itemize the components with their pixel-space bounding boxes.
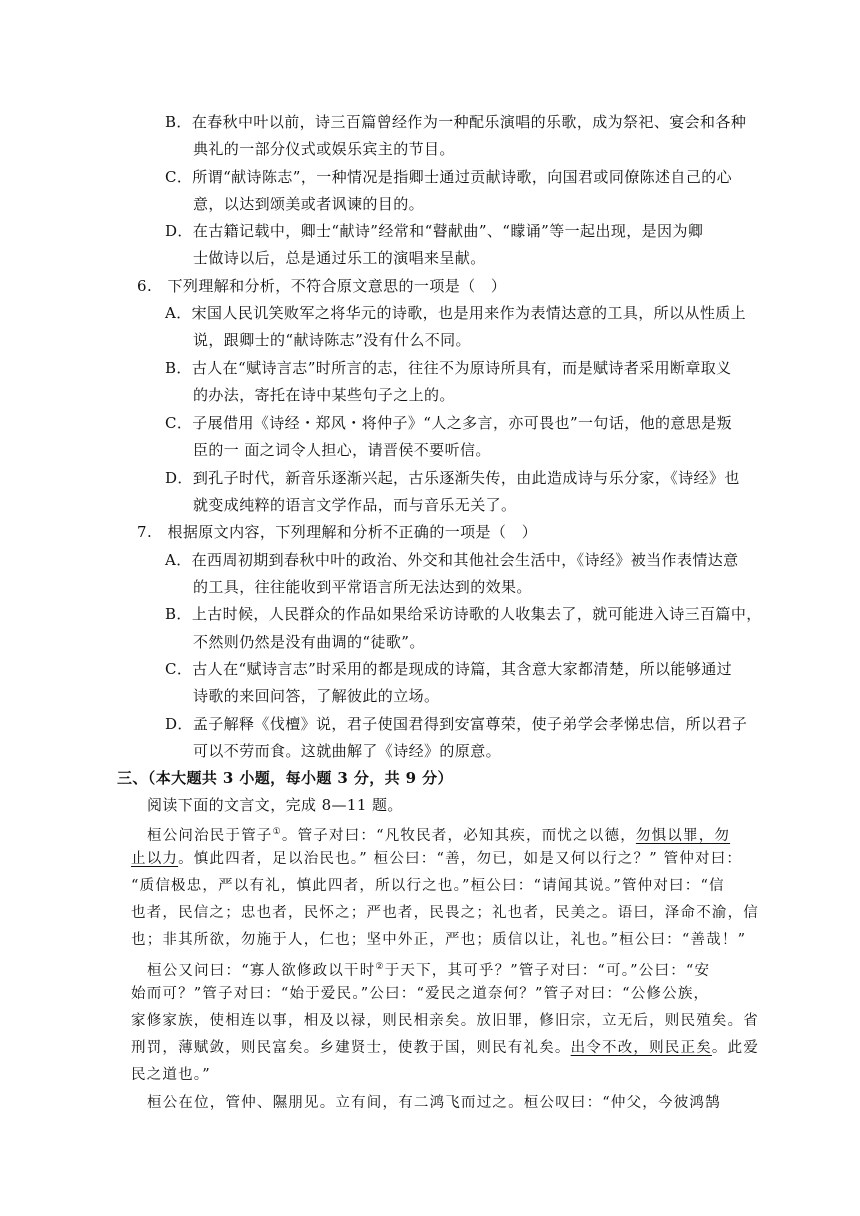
q6-option-a-line2: 说，跟卿士的“献诗陈志”没有什么不同。 (193, 331, 471, 349)
passage-p2-line5: 民之道也。” (131, 1067, 211, 1083)
q6-option-c-line2: 臣的一 面之词令人担心，请晋侯不要听信。 (193, 441, 491, 459)
passage-p2-line1: 桓公又问曰：“寡人欲修政以干时②于天下，其可乎？”管子对曰：“可。”公曰：“安 (147, 962, 711, 979)
q5-option-c-line2: 意，以达到颂美或者讽谏的目的。 (193, 195, 425, 213)
q6-option-d-line1: D．到孔子时代，新音乐逐渐兴起，古乐逐渐失传，由此造成诗与乐分家，《诗经》也 (165, 469, 740, 487)
q5-option-b-line1: B．在春秋中叶以前，诗三百篇曾经作为一种配乐演唱的乐歌，成为祭祀、宴会和各种 (165, 113, 747, 131)
q5-option-c-line1: C．所谓“献诗陈志”，一种情况是指卿士通过贡献诗歌，向国君或同僚陈述自己的心 (165, 168, 733, 186)
q5-option-d-line2: 士做诗以后，总是通过乐工的演唱来呈献。 (193, 249, 486, 267)
passage-p3-line1: 桓公在位，管仲、隰朋见。立有间，有二鸿飞而过之。桓公叹曰：“仲父，今彼鸿鹄 (147, 1095, 721, 1111)
section-instruction: 阅读下面的文言文，完成 8—11 题。 (147, 796, 403, 814)
q7-option-a-line2: 的工具，往往能收到平常语言所无法达到的效果。 (193, 578, 532, 596)
passage-p1-line1: 桓公问治民于管子①。管子对曰：“凡牧民者，必知其疾，而忧之以德，勿惧以罪，勿 (147, 827, 731, 844)
q5-option-d-line1: D．在古籍记载中，卿士“献诗”经常和“瞽献曲”、“矇诵”等一起出现，是因为卿 (165, 222, 704, 240)
q7-option-b-line2: 不然则仍然是没有曲调的“徒歌”。 (193, 633, 425, 651)
q7-option-c-line1: C．古人在“赋诗言志”时采用的都是现成的诗篇，其含意大家都清楚，所以能够通过 (165, 660, 733, 678)
q6-option-c-line1: C．子展借用《诗经・郑风・将仲子》“人之多言，亦可畏也”一句话，他的意思是叛 (165, 414, 733, 432)
q7-option-b-line1: B．上古时候，人民群众的作品如果给采访诗歌的人收集去了，就可能进入诗三百篇中， (165, 605, 762, 623)
q7-option-d-line2: 可以不劳而食。这就曲解了《诗经》的原意。 (193, 742, 502, 760)
q7-option-a-line1: A．在西周初期到春秋中叶的政治、外交和其他社会生活中，《诗经》被当作表情达意 (165, 551, 739, 569)
passage-p2-line3: 家修家族，使相连以事，相及以禄，则民相亲矣。放旧罪，修旧宗，立无后，则民殖矣。省 (131, 1013, 759, 1029)
q6-option-b-line2: 的办法，寄托在诗中某些句子之上的。 (193, 386, 455, 404)
passage-p2-line2: 始而可？”管子对曰：“始于爱民。”公曰：“爱民之道奈何？”管子对曰：“公修公族， (131, 986, 710, 1002)
section-heading: 三、（本大题共 3 小题，每小题 3 分，共 9 分） (117, 769, 453, 787)
q7-option-c-line2: 诗歌的来回问答，了解彼此的立场。 (193, 687, 440, 705)
q5-option-b-line2: 典礼的一部分仪式或娱乐宾主的节目。 (193, 140, 455, 158)
q7-stem: 7. 根据原文内容，下列理解和分析不正确的一项是（ ） (137, 523, 538, 541)
passage-p2-line4: 刑罚，薄赋敛，则民富矣。乡建贤士，使教于国，则民有礼矣。出令不改，则民正矣。此爱 (131, 1040, 760, 1056)
passage-p1-line3: “质信极忠，严以有礼，慎此四者，所以行之也。”桓公曰：“请闻其说。”管仲对曰：“信 (131, 878, 725, 894)
q7-option-d-line1: D．孟子解释《伐檀》说，君子使国君得到安富尊荣，使子弟学会孝悌忠信，所以君子 (165, 715, 748, 733)
q6-option-d-line2: 就变成纯粹的语言文学作品，而与音乐无关了。 (193, 496, 517, 514)
passage-p1-line4: 也者，民信之；忠也者，民怀之；严也者，民畏之；礼也者，民美之。语曰，泽命不渝，信 (131, 905, 759, 921)
q6-option-b-line1: B．古人在“赋诗言志”时所言的志，往往不为原诗所具有，而是赋诗者采用断章取义 (165, 359, 732, 377)
passage-p1-line2: 止以力。慎此四者，足以治民也。” 桓公曰：“善，勿已，如是又何以行之？” 管仲对曰： (131, 851, 743, 867)
q6-stem: 6. 下列理解和分析，不符合原文意思的一项是（ ） (137, 277, 507, 295)
passage-p1-line5: 也；非其所欲，勿施于人，仁也；坚中外正，严也；质信以让，礼也。”桓公曰：“善哉！” (131, 932, 747, 948)
q6-option-a-line1: A．宋国人民讥笑败军之将华元的诗歌，也是用来作为表情达意的工具，所以从性质上 (165, 304, 747, 322)
